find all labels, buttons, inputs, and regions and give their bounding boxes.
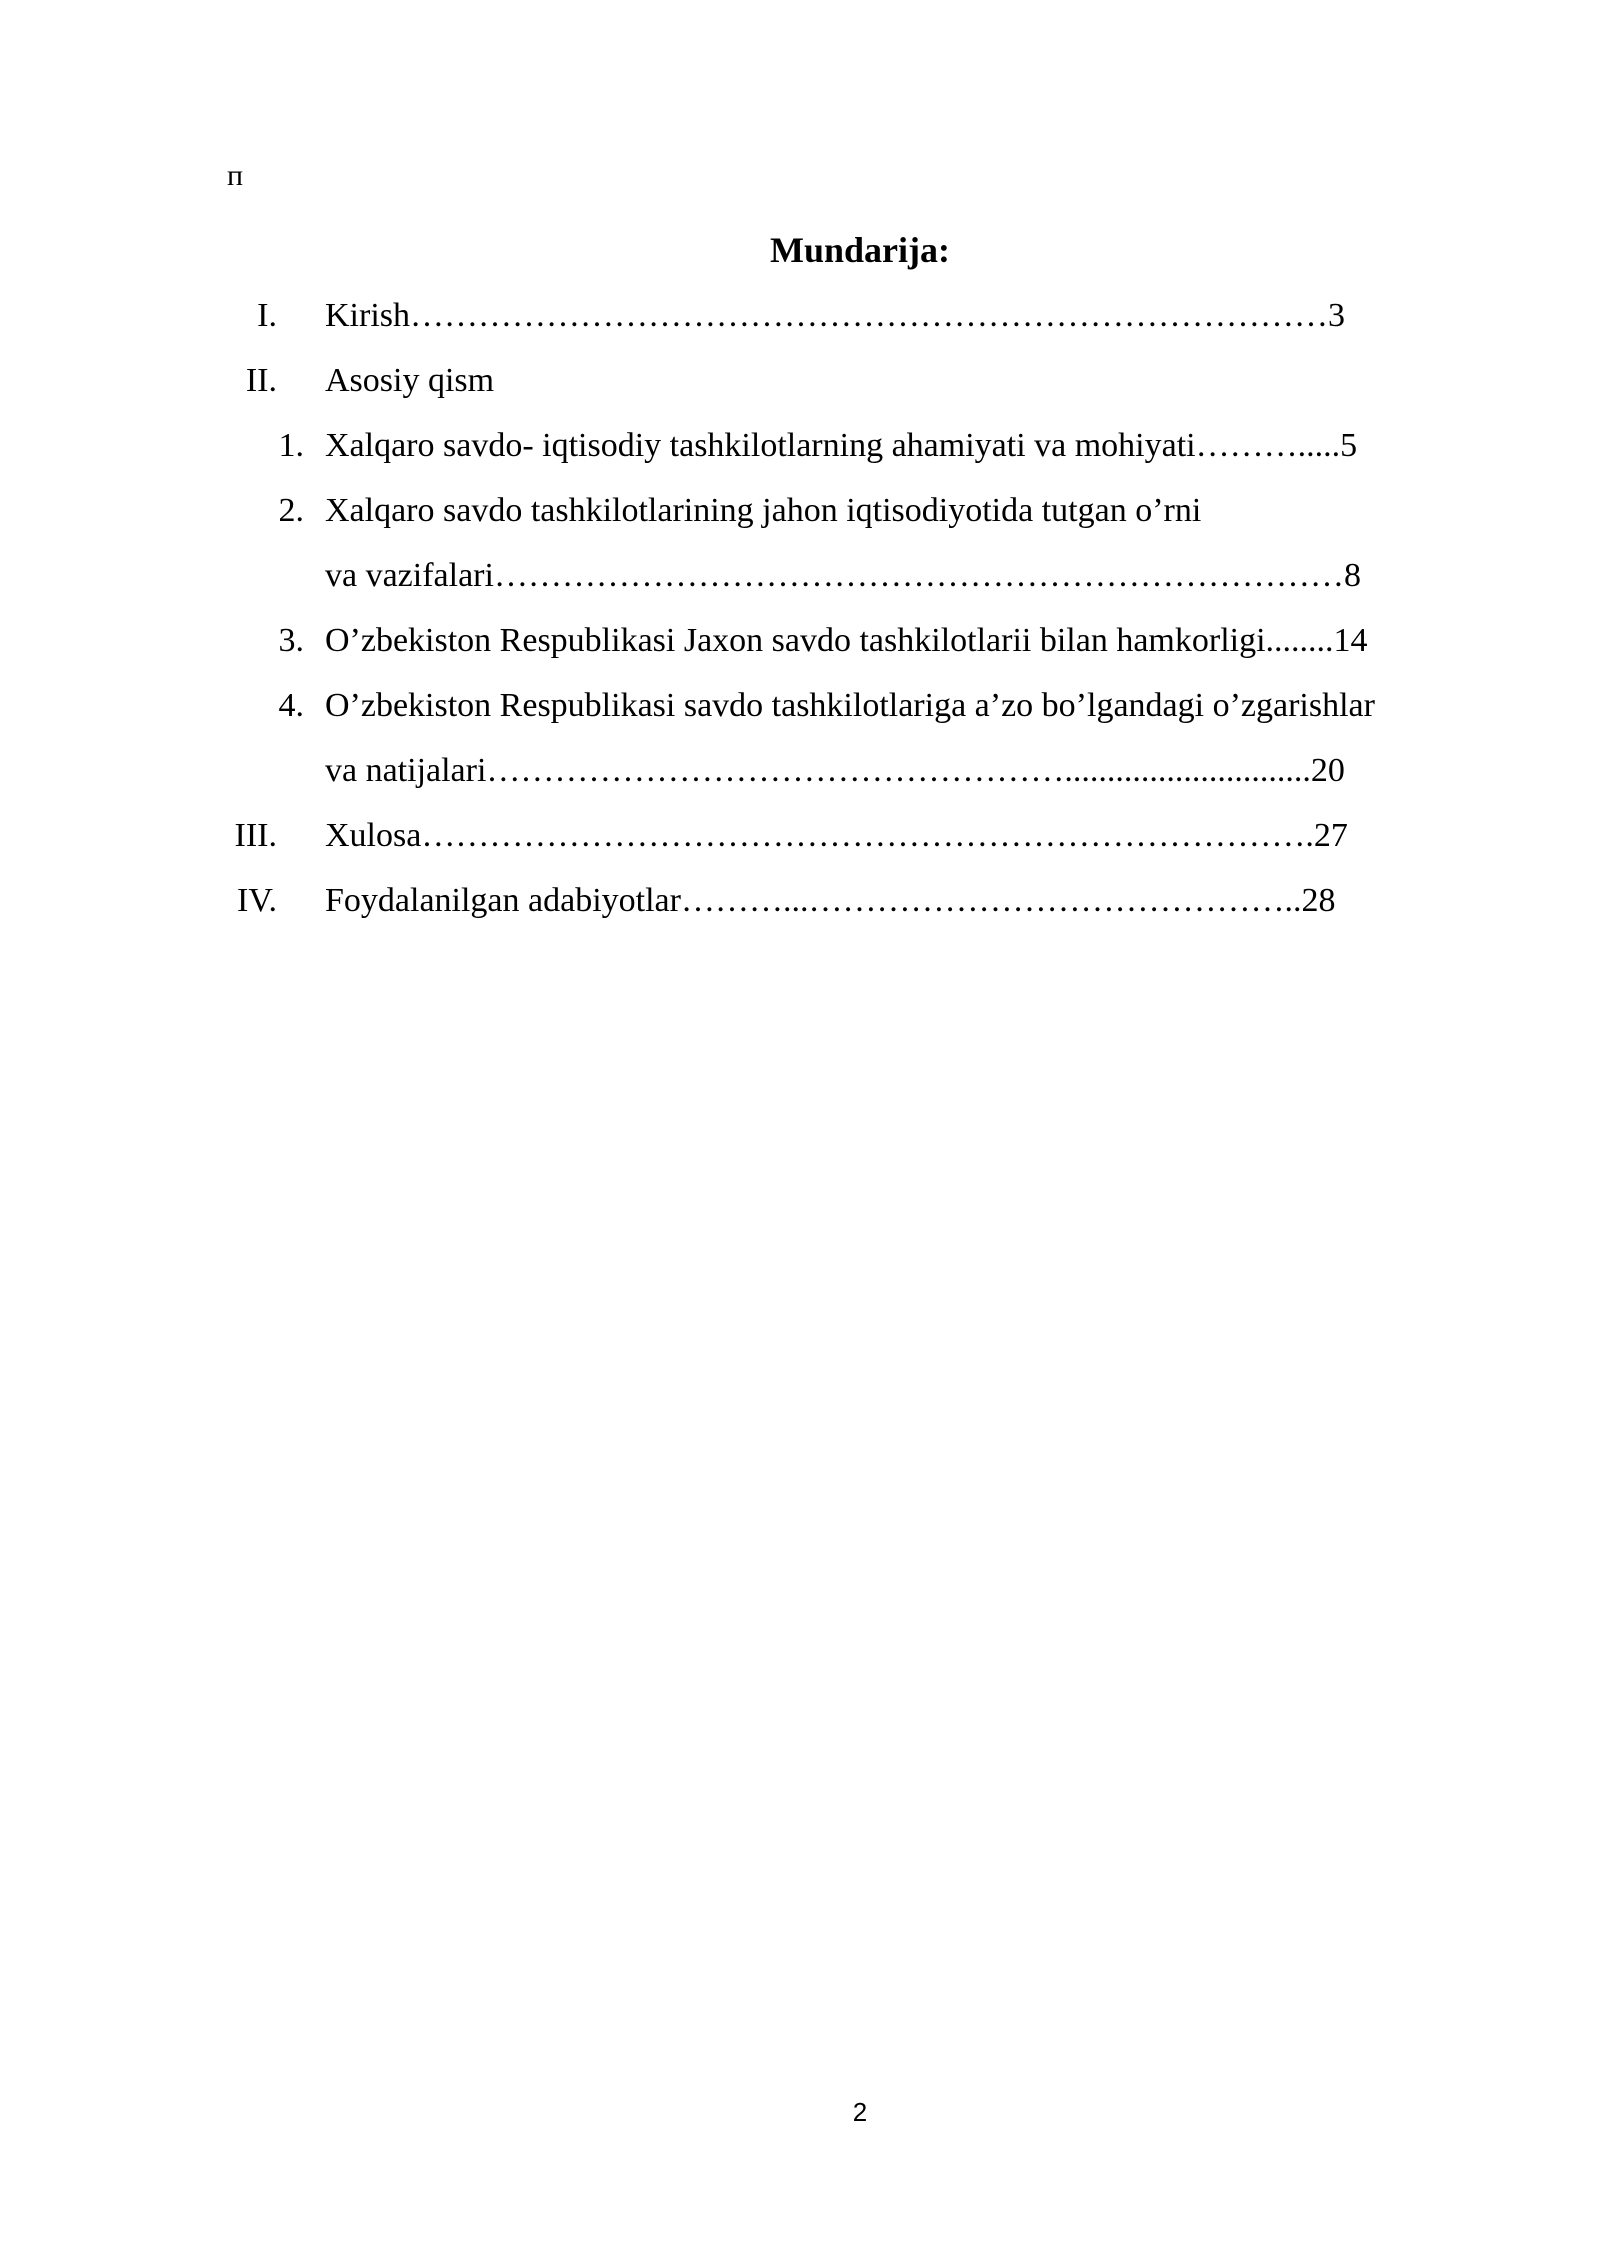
toc-entry-xulosa [0, 814, 1600, 858]
toc-entry-text: Xulosa…………………………………………………………………….27 [325, 817, 1348, 854]
toc-entry-text: va vazifalari…………………………………………………………………8 [325, 557, 1361, 594]
toc-subentry-1 [0, 424, 1600, 468]
toc-subentry-2-continuation [0, 554, 1600, 598]
toc-entry-number: 1. [278, 427, 304, 464]
toc-subentry-4-continuation [0, 749, 1600, 793]
toc-entry-kirish [0, 294, 1600, 338]
toc-entry-number: I. [257, 297, 277, 334]
toc-entry-text: va natijalari…………………………………………….............................20 [325, 752, 1345, 789]
toc-entry-text: Asosiy qism [325, 362, 495, 399]
toc-entry-text: Xalqaro savdo- iqtisodiy tashkilotlarning ahamiyati va mohiyati……….....5 [325, 427, 1358, 464]
toc-entry-number: III. [234, 817, 277, 854]
toc-subentry-3 [0, 619, 1600, 663]
toc-entry-text: O’zbekiston Respublikasi savdo tashkilotlariga a’zo bo’lgandagi o’zgarishlar [325, 687, 1375, 724]
toc-entry-text: Foydalanilgan adabiyotlar………...……………………………………..28 [325, 882, 1336, 919]
toc-entry-text: Kirish………………………………………………………………………3 [325, 297, 1345, 334]
toc-entry-number: 4. [278, 687, 304, 724]
corner-mark: п [227, 159, 244, 192]
toc-entry-text: Xalqaro savdo tashkilotlarining jahon iqtisodiyotida tutgan o’rni [325, 492, 1202, 529]
page-number: 2 [852, 2097, 868, 2127]
toc-subentry-4 [0, 684, 1600, 728]
toc-entry-asosiy-qism [0, 359, 1600, 403]
toc-title: Mundarija: [770, 230, 950, 270]
toc-entry-number: 2. [278, 492, 304, 529]
toc-entry-adabiyotlar [0, 879, 1600, 923]
toc-entry-number: II. [245, 362, 277, 399]
toc-entry-text: O’zbekiston Respublikasi Jaxon savdo tashkilotlarii bilan hamkorligi........14 [325, 622, 1368, 659]
toc-entry-number: 3. [278, 622, 304, 659]
toc-subentry-2 [0, 489, 1600, 533]
toc-entry-number: IV. [237, 882, 277, 919]
